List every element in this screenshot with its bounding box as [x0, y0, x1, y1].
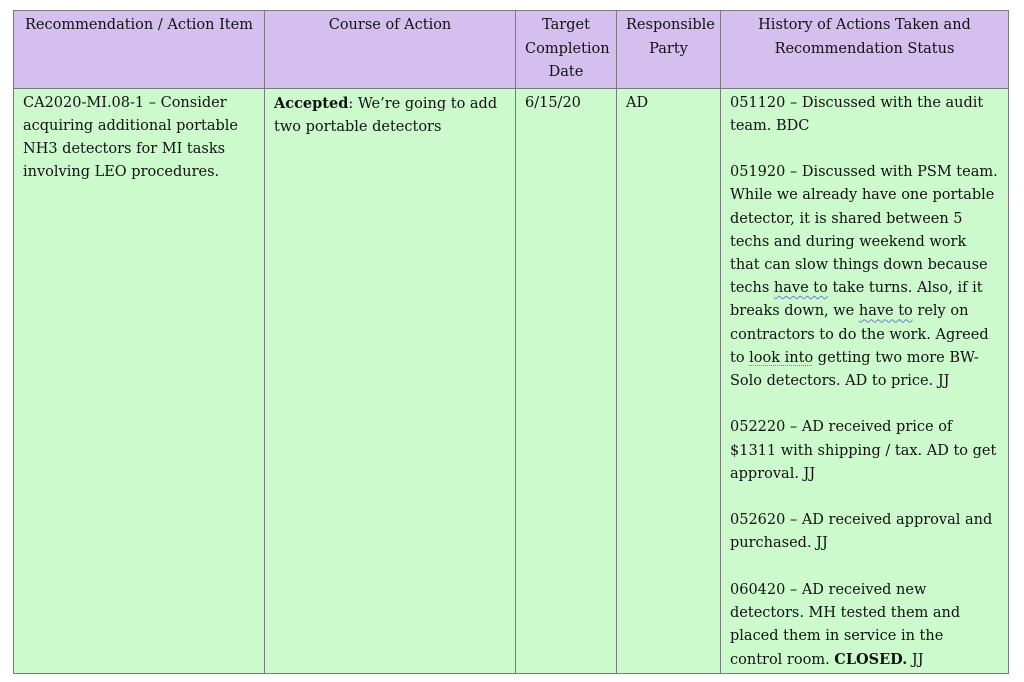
history-entry-060420 — [730, 579, 999, 673]
history-text: 051920 – Discussed with PSM team. While we already have one portable detector, it is shared between 5 techs and during weekend work that can slow things down because techs — [730, 164, 998, 297]
history-entry-051920 — [730, 161, 999, 393]
grammar-flag: have to — [773, 280, 828, 297]
grammar-flag: have to — [858, 303, 913, 320]
history-text: JJ — [907, 652, 924, 669]
history-text: getting two more BW-Solo detectors. AD to price. JJ — [730, 349, 979, 389]
history-text: 060420 – AD received new detectors. MH tested them and placed them in service in the control room. — [730, 581, 961, 669]
course-text: : We’re going to add two portable detectors — [274, 95, 498, 135]
responsible-party: AD — [626, 94, 649, 111]
header-history: History of Actions Taken and Recommendation Status — [721, 11, 1009, 89]
header-target-completion-date: Target Completion Date — [516, 11, 617, 89]
history-entry-052220: 052220 – AD received price of $1311 with shipping / tax. AD to get approval. JJ — [730, 419, 997, 482]
course-status: Accepted — [274, 94, 349, 112]
history-cell — [721, 88, 1009, 673]
recommendation-text: CA2020-MI.08-1 – Consider acquiring additional portable NH3 detectors for MI tasks involving LEO procedures. — [23, 94, 239, 181]
header-recommendation: Recommendation / Action Item — [14, 11, 265, 89]
action-items-table — [13, 10, 1009, 674]
responsible-party-cell — [617, 88, 721, 673]
table-row — [14, 88, 1009, 673]
header-row — [14, 11, 1009, 89]
course-of-action-cell — [265, 88, 516, 673]
closed-status: CLOSED. — [834, 651, 908, 669]
target-date: 6/15/20 — [525, 94, 581, 111]
history-text: rely on contractors to do the work. Agreed to — [730, 303, 989, 366]
history-entry-052620: 052620 – AD received approval and purchased. JJ — [730, 512, 993, 552]
target-date-cell — [516, 88, 617, 673]
history-entry-051120: 051120 – Discussed with the audit team. BDC — [730, 94, 984, 134]
history-text: take turns. Also, if it breaks down, we — [730, 280, 983, 320]
recommendation-cell — [14, 88, 265, 673]
header-course-of-action: Course of Action — [265, 11, 516, 89]
header-responsible-party: Responsible Party — [617, 11, 721, 89]
grammar-flag: look into — [749, 349, 814, 366]
